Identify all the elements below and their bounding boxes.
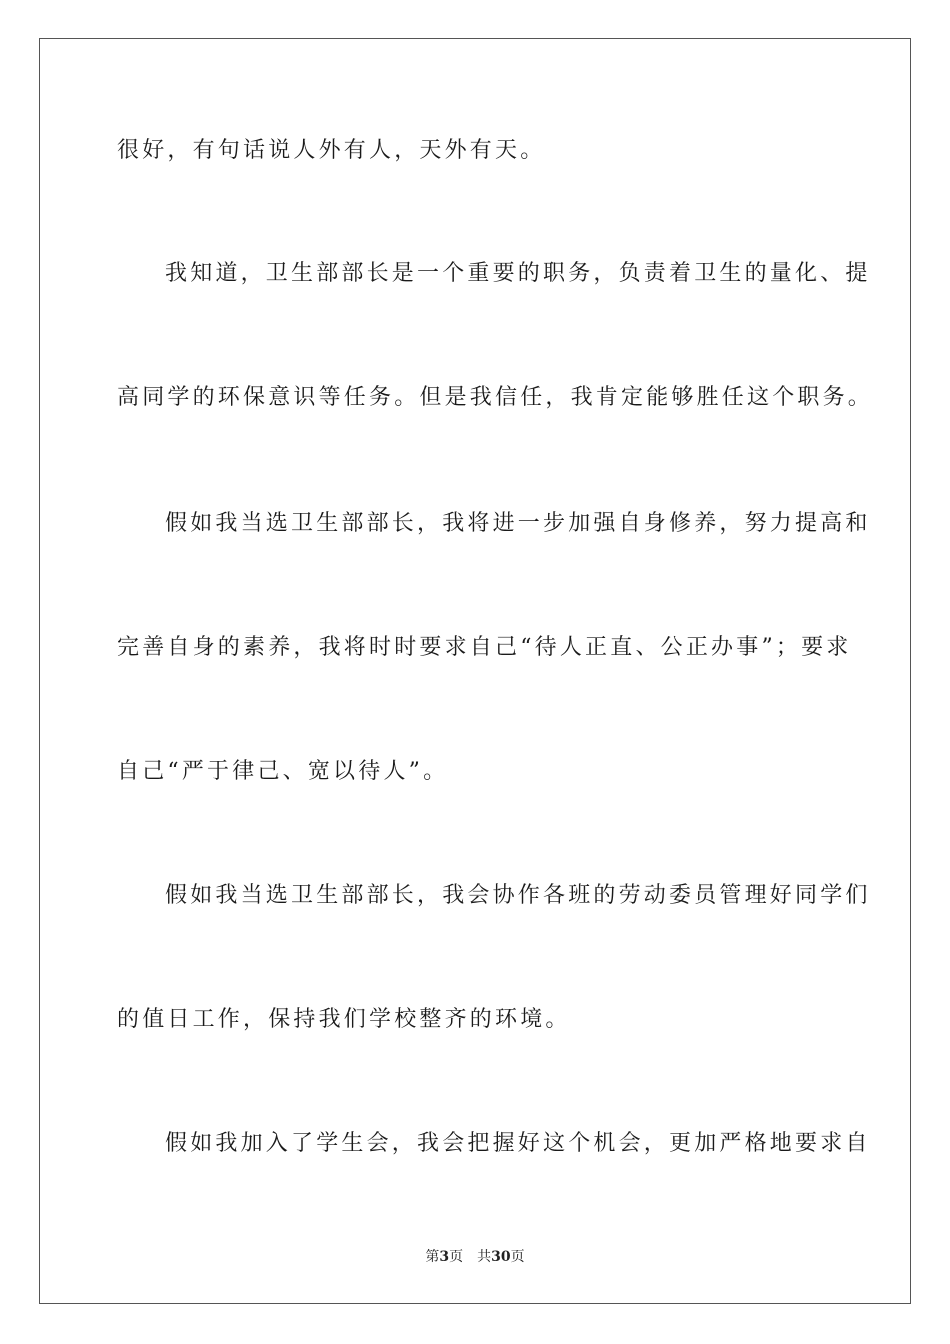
page-suffix: 页 — [449, 1249, 464, 1265]
total-suffix: 页 — [510, 1249, 525, 1265]
page-footer — [0, 1248, 950, 1266]
text-line: 假如我当选卫生部部长，我将进一步加强自身修养，努力提高和 — [165, 511, 871, 536]
text-line: 我知道，卫生部部长是一个重要的职务，负责着卫生的量化、提 — [165, 261, 871, 286]
total-prefix: 共 — [477, 1249, 492, 1265]
page-number: 3 — [439, 1249, 450, 1265]
text-line: 完善自身的素养，我将时时要求自己“待人正直、公正办事”；要求 — [117, 635, 852, 660]
text-line: 假如我当选卫生部部长，我会协作各班的劳动委员管理好同学们 — [165, 883, 871, 908]
page-border — [39, 38, 911, 1304]
page-prefix: 第 — [425, 1249, 440, 1265]
text-line: 假如我加入了学生会，我会把握好这个机会，更加严格地要求自 — [165, 1131, 871, 1156]
text-line: 很好，有句话说人外有人，天外有天。 — [117, 138, 546, 163]
text-line: 高同学的环保意识等任务。但是我信任，我肯定能够胜任这个职务。 — [117, 385, 874, 410]
text-line: 的值日工作，保持我们学校整齐的环境。 — [117, 1007, 571, 1032]
total-pages: 30 — [491, 1249, 511, 1265]
text-line: 自己“严于律己、宽以待人”。 — [117, 759, 449, 784]
